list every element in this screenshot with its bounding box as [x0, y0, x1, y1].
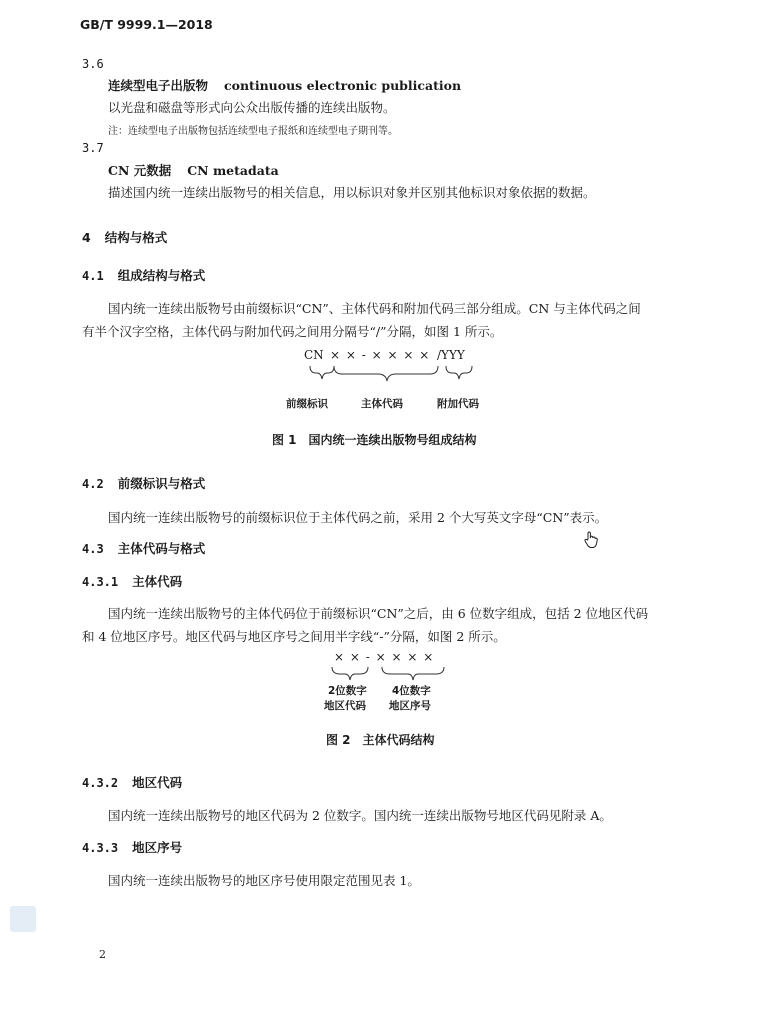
section-number: 4.3.3	[82, 841, 119, 855]
figure-1-label-prefix: 前缀标识	[286, 398, 328, 410]
term-en: CN metadata	[187, 163, 279, 178]
term-zh: CN 元数据	[108, 163, 172, 178]
section-number: 4.2	[82, 477, 104, 491]
figure-2-caption: 图 2 主体代码结构	[326, 733, 435, 747]
paragraph-4-1-line-2: 有半个汉字空格，主体代码与附加代码之间用分隔号“/”分隔，如图 1 所示。	[82, 324, 503, 339]
paragraph-4-3-1-line-1: 国内统一连续出版物号的主体代码位于前缀标识“CN”之后，由 6 位数字组成，包括 2 位地区代码	[108, 606, 649, 621]
side-watermark-mark	[10, 906, 36, 932]
section-4-2-heading	[82, 474, 205, 492]
section-number: 4.3	[82, 542, 104, 556]
paragraph-4-1-line-1: 国内统一连续出版物号由前缀标识“CN”、主体代码和附加代码三部分组成。CN 与主体代码之间	[108, 301, 641, 316]
section-4-heading	[82, 228, 167, 246]
section-4-3-2-heading	[82, 773, 182, 791]
term-3-6	[108, 76, 461, 94]
term-zh: 连续型电子出版物	[108, 78, 209, 93]
figure-2-label-2-line-1: 4位数字	[392, 685, 431, 697]
page-number: 2	[99, 948, 106, 961]
figure-1-braces	[290, 364, 490, 386]
figure-2-braces	[320, 666, 460, 684]
section-number: 4.1	[82, 269, 104, 283]
definition-3-7: 描述国内统一连续出版物号的相关信息，用以标识对象并区别其他标识对象依据的数据。	[108, 185, 596, 200]
figure-1-prefix-cn: CN	[304, 348, 324, 362]
section-title: 地区代码	[132, 775, 183, 790]
section-number: 4	[82, 230, 91, 245]
section-title: 主体代码	[132, 574, 183, 589]
figure-1-caption: 图 1 国内统一连续出版物号组成结构	[272, 433, 477, 447]
section-4-1-heading	[82, 266, 205, 284]
section-4-3-heading	[82, 539, 205, 557]
note-3-6: 注：连续型电子出版物包括连续型电子报纸和连续型电子期刊等。	[108, 126, 398, 137]
figure-2-label-1-line-2: 地区代码	[324, 700, 366, 712]
figure-1-label-main: 主体代码	[361, 398, 403, 410]
section-number: 4.3.2	[82, 776, 119, 790]
section-title: 主体代码与格式	[117, 541, 206, 556]
figure-1-label-extra: 附加代码	[437, 398, 479, 410]
paragraph-4-2: 国内统一连续出版物号的前缀标识位于主体代码之前，采用 2 个大写英文字母“CN”表示。	[108, 510, 608, 525]
hand-pointer-icon	[582, 530, 602, 550]
section-title: 组成结构与格式	[117, 268, 206, 283]
paragraph-4-3-2: 国内统一连续出版物号的地区代码为 2 位数字。国内统一连续出版物号地区代码见附录 A。	[108, 808, 612, 823]
standard-code: GB/T 9999.1—2018	[80, 17, 213, 32]
clause-number-3-7: 3.7	[82, 141, 104, 155]
section-number: 4.3.1	[82, 575, 119, 589]
section-4-3-1-heading	[82, 572, 182, 590]
figure-2-label-2-line-2: 地区序号	[389, 700, 431, 712]
figure-2-label-1-line-1: 2位数字	[328, 685, 367, 697]
section-title: 地区序号	[132, 840, 183, 855]
paragraph-4-3-3: 国内统一连续出版物号的地区序号使用限定范围见表 1。	[108, 873, 420, 888]
section-title: 前缀标识与格式	[117, 476, 206, 491]
figure-1-main-code: × × - × × × ×	[330, 348, 431, 362]
section-4-3-3-heading	[82, 838, 182, 856]
definition-3-6: 以光盘和磁盘等形式向公众出版传播的连续出版物。	[108, 100, 396, 115]
term-en: continuous electronic publication	[224, 78, 462, 93]
figure-1-suffix: /YYY	[437, 348, 465, 362]
section-title: 结构与格式	[104, 230, 168, 245]
figure-2-main-code: × × - × × × ×	[334, 650, 435, 664]
term-3-7	[108, 161, 279, 179]
paragraph-4-3-1-line-2: 和 4 位地区序号。地区代码与地区序号之间用半字线“-”分隔，如图 2 所示。	[82, 629, 506, 644]
clause-number-3-6: 3.6	[82, 57, 104, 71]
